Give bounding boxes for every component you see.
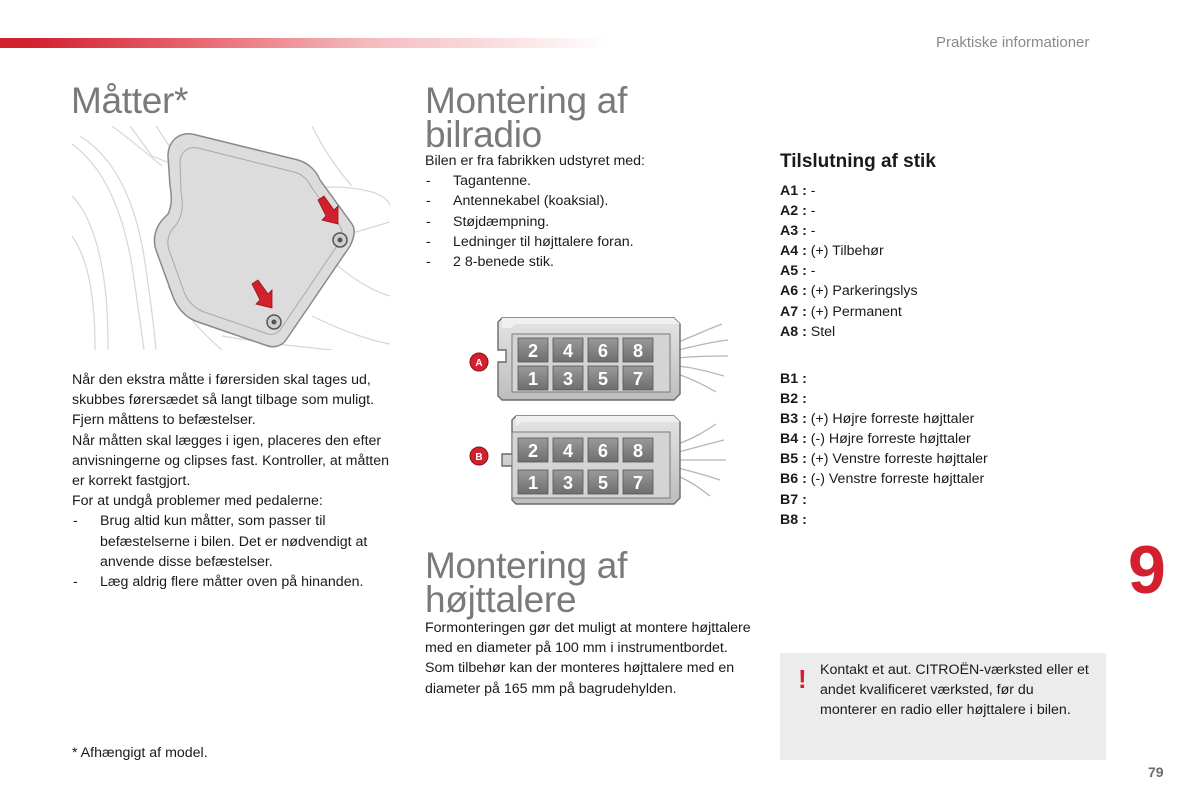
speakers-title: [425, 545, 628, 620]
pin-row: [780, 449, 1100, 469]
pin-label: B7 :: [780, 491, 807, 508]
connector-a-label: A: [475, 358, 483, 369]
pin-number: 2: [527, 441, 539, 461]
pin-label: A5 :: [780, 263, 807, 280]
pin-label: A4 :: [780, 243, 807, 260]
pin-number: 7: [632, 369, 644, 389]
connector-diagram: [466, 312, 730, 522]
pin-number: 4: [562, 341, 574, 361]
pin-label: B1 :: [780, 371, 807, 387]
pin-desc: (+) Tilbehør: [806, 243, 884, 260]
matter-bullet: - Brug altid kun måtter, som passer til befæstelserne i bilen. Det er nødvendigt at anvende disse befæstelser.: [72, 511, 394, 572]
pin-number: 1: [527, 369, 539, 389]
speakers-body: [425, 618, 755, 699]
pin-desc: (+) Permanent: [806, 303, 902, 320]
pin-desc: (+) Højre forreste højttaler: [806, 411, 975, 428]
pin-number: 5: [597, 369, 609, 389]
radio-equipment-item: - Tagantenne.: [425, 171, 755, 191]
warning-icon: !: [798, 664, 807, 694]
pin-label: B8 :: [780, 511, 807, 528]
speakers-paragraph: Som tilbehør kan der monteres højttalere med en diameter på 165 mm på bagrudehylden.: [425, 660, 735, 697]
pin-row: [780, 302, 1080, 322]
pin-row: [780, 261, 1080, 281]
footnote: * Afhængigt af model.: [72, 745, 208, 761]
pin-number: 3: [562, 369, 574, 389]
radio-equipment-item: - 2 8-benede stik.: [425, 252, 755, 272]
pin-row: [780, 490, 1100, 510]
pin-desc: -: [806, 263, 816, 280]
pin-label: A1 :: [780, 183, 807, 199]
pin-desc: Stel: [806, 323, 836, 340]
matter-paragraph: For at undgå problemer med pedalerne:: [72, 493, 323, 510]
pin-number: 6: [597, 441, 609, 461]
connector-b: [470, 416, 726, 504]
matter-title: Måtter*: [71, 80, 189, 121]
pin-desc: (+) Parkeringslys: [806, 283, 918, 300]
radio-equipment-item: - Ledninger til højttalere foran.: [425, 232, 755, 252]
pin-row: [780, 369, 1100, 389]
pin-list-a: [780, 181, 1080, 342]
pin-row: [780, 389, 1100, 409]
radio-equipment-item: - Støjdæmpning.: [425, 212, 755, 232]
matter-bullet-list: [72, 511, 394, 592]
pin-label: A2 :: [780, 203, 807, 220]
radio-title: [425, 80, 628, 155]
radio-body: [425, 151, 755, 272]
pin-label: A8 :: [780, 323, 807, 340]
pin-label: B6 :: [780, 471, 807, 488]
pin-row: [780, 429, 1100, 449]
pin-number: 5: [597, 473, 609, 493]
matter-bullet: - Læg aldrig flere måtter oven på hinanden.: [72, 572, 394, 592]
pin-desc: (+) Venstre forreste højttaler: [806, 451, 988, 468]
pin-desc: (-) Højre forreste højttaler: [806, 431, 971, 448]
radio-equipment-list: [425, 171, 755, 272]
pin-row: [780, 322, 1080, 342]
pin-row: [780, 510, 1100, 530]
pin-row: [780, 241, 1080, 261]
pin-desc: -: [806, 223, 816, 240]
warning-note-text: Kontakt et aut. CITROËN-værksted eller et andet kvalificeret værksted, før du monterer en radio eller højttalere i bilen.: [820, 662, 1089, 719]
pin-row: [780, 469, 1100, 489]
pin-row: [780, 181, 1080, 201]
radio-intro: Bilen er fra fabrikken udstyret med:: [425, 153, 646, 169]
pin-desc: -: [806, 203, 816, 220]
connector-a: [470, 318, 728, 400]
floor-mat-illustration: [72, 126, 390, 350]
page-number: 79: [1148, 764, 1164, 780]
radio-title-line: Montering af: [425, 80, 628, 121]
pin-label: A7 :: [780, 303, 807, 320]
pin-heading: Tilslutning af stik: [780, 151, 936, 172]
pin-label: A3 :: [780, 223, 807, 240]
speakers-title-line: Montering af: [425, 545, 628, 586]
matter-body: [72, 370, 394, 592]
radio-equipment-item: - Antennekabel (koaksial).: [425, 191, 755, 211]
pin-label: B2 :: [780, 391, 807, 408]
header-accent-bar: [0, 38, 610, 48]
pin-number: 3: [562, 473, 574, 493]
pin-number: 6: [597, 341, 609, 361]
pin-desc: -: [806, 183, 816, 199]
pin-desc: (-) Venstre forreste højttaler: [806, 471, 985, 488]
speakers-paragraph: Formonteringen gør det muligt at montere højttalere med en diameter på 100 mm i instrumentbordet.: [425, 620, 751, 657]
pin-number: 8: [632, 441, 644, 461]
pin-label: A6 :: [780, 283, 807, 300]
connector-b-label: B: [475, 452, 483, 463]
matter-paragraph: Når måtten skal lægges i igen, placeres den efter anvisningerne og clipses fast. Kontroller, at måtten er korrekt fastgjort.: [72, 432, 390, 490]
pin-label: B3 :: [780, 411, 807, 428]
pin-row: [780, 409, 1100, 429]
pin-number: 8: [632, 341, 644, 361]
pin-row: [780, 201, 1080, 221]
pin-number: 7: [632, 473, 644, 493]
radio-title-line: bilradio: [425, 114, 542, 155]
chapter-number: 9: [1128, 532, 1166, 608]
pin-row: [780, 281, 1080, 301]
pin-label: B5 :: [780, 451, 807, 468]
pin-label: B4 :: [780, 431, 807, 448]
pin-list-b: [780, 369, 1100, 530]
pin-number: 2: [527, 341, 539, 361]
pin-row: [780, 221, 1080, 241]
pin-number: 4: [562, 441, 574, 461]
speakers-title-line: højttalere: [425, 579, 577, 620]
section-title: Praktiske informationer: [936, 34, 1090, 51]
matter-paragraph: Når den ekstra måtte i førersiden skal tages ud, skubbes førersædet så langt tilbage som muligt. Fjern måttens to befæstelser.: [72, 372, 375, 429]
pin-number: 1: [527, 473, 539, 493]
